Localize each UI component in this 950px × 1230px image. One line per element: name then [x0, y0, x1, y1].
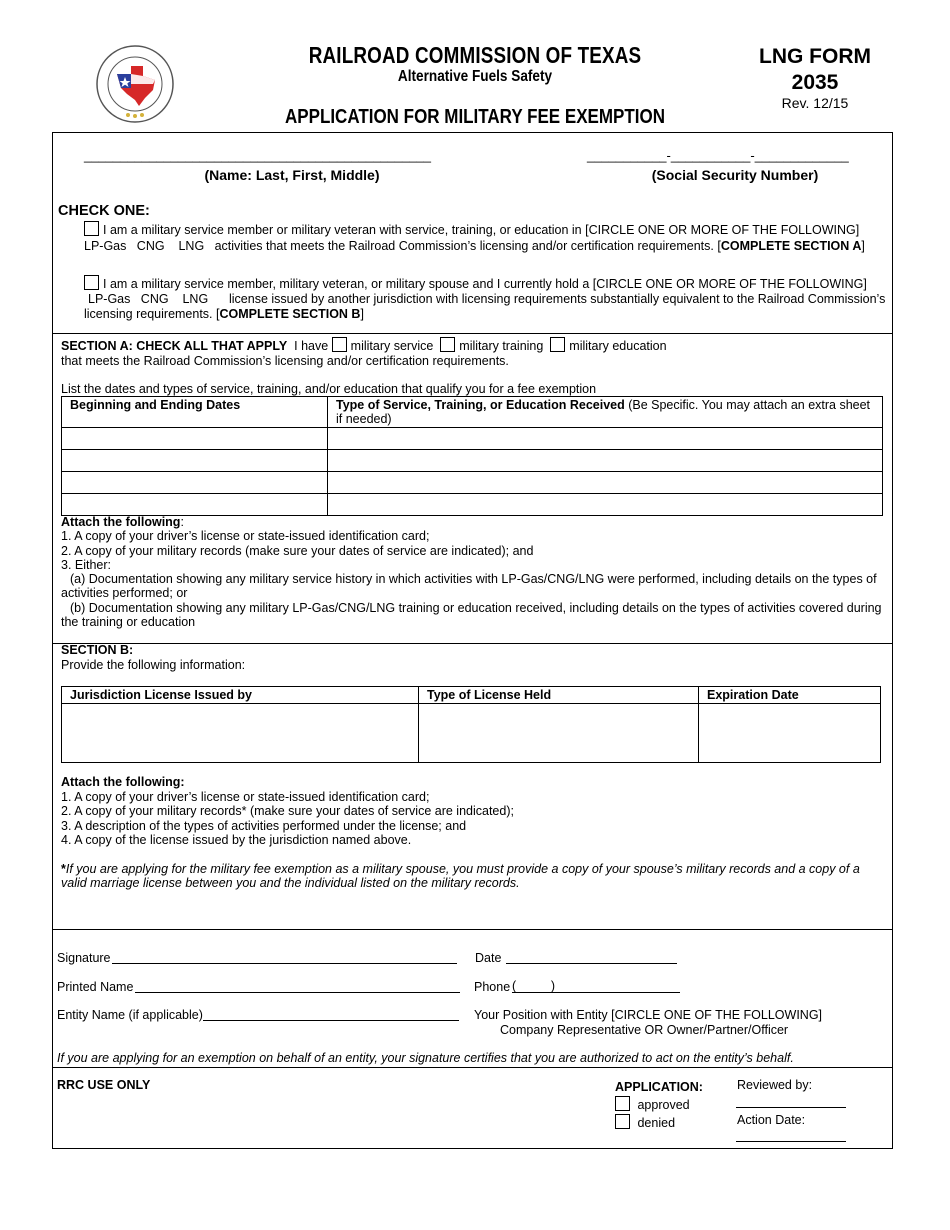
- dates-cell[interactable]: [62, 450, 328, 472]
- phone-field[interactable]: [512, 979, 680, 993]
- action-date-field[interactable]: [736, 1129, 846, 1142]
- section-b-heading: SECTION B:: [61, 643, 134, 657]
- col-license-type: Type of License Held: [419, 687, 699, 704]
- table-row: [62, 494, 883, 516]
- phone-area-code: ( ): [512, 979, 556, 993]
- entity-note: If you are applying for an exemption on behalf of an entity, your signature certifies that you are authorized to act on the entity’s behalf.: [57, 1051, 794, 1065]
- reviewed-by-field[interactable]: [736, 1095, 846, 1108]
- license-table: [61, 686, 881, 763]
- section-a-header: [61, 337, 881, 369]
- rrc-use-heading: RRC USE ONLY: [57, 1078, 151, 1092]
- entity-name-field[interactable]: [203, 1007, 459, 1021]
- col-jurisdiction: Jurisdiction License Issued by: [62, 687, 419, 704]
- type-cell[interactable]: [328, 450, 883, 472]
- printed-name-label: Printed Name: [57, 980, 134, 994]
- spouse-note: If you are applying for the military fee exemption as a military spouse, you must provide a copy of your spouse’s military records and a copy of a valid marriage license between you and the individual listed on the military records.: [61, 861, 860, 890]
- col-dates: Beginning and Ending Dates: [62, 397, 328, 428]
- option-a-checkbox[interactable]: [84, 221, 99, 236]
- list-item: 2. A copy of your military records (make sure your dates of service are indicated); and: [61, 543, 534, 558]
- license-table-header: [62, 687, 881, 704]
- section-a-i-have: I have: [294, 339, 329, 353]
- application-label: APPLICATION:: [615, 1080, 703, 1094]
- list-item: 1. A copy of your driver’s license or state-issued identification card;: [61, 789, 430, 804]
- reviewed-by-label: Reviewed by:: [737, 1078, 813, 1092]
- section-b-header: [61, 643, 245, 673]
- option-b-line2: LP-Gas CNG LNG license issued by another jurisdiction with licensing requirements substantially equivalent to the Railroad Commission’s: [88, 292, 886, 306]
- signature-label: Signature: [57, 951, 111, 965]
- form-id-line2: 2035: [791, 71, 839, 94]
- position-options: Company Representative OR Owner/Partner/Officer: [500, 1022, 789, 1037]
- table-row: [62, 450, 883, 472]
- application-status: [615, 1078, 703, 1132]
- name-blank[interactable]: ________________________________________________: [84, 148, 432, 163]
- section-a-list-intro: List the dates and types of service, training, and/or education that qualify you for a fee exemption: [61, 382, 597, 396]
- service-table: [61, 396, 883, 516]
- position-instructions: Your Position with Entity [CIRCLE ONE OF THE FOLLOWING]: [474, 1008, 823, 1022]
- entity-position: [474, 1008, 822, 1037]
- option-b-close: ]: [360, 307, 364, 321]
- phone-label: Phone: [474, 980, 511, 994]
- type-cell[interactable]: [328, 428, 883, 450]
- date-label: Date: [475, 951, 502, 965]
- option-b-line3: licensing requirements. [: [84, 307, 220, 321]
- dates-cell[interactable]: [62, 494, 328, 516]
- section-b-attach: [61, 775, 861, 891]
- list-item: 2. A copy of your military records* (make sure your dates of service are indicated);: [61, 804, 514, 818]
- military-service-label: military service: [350, 339, 434, 353]
- divider-section-a: [52, 333, 892, 334]
- section-b-attach-heading: Attach the following:: [61, 775, 185, 789]
- org-title: RAILROAD COMMISSION OF TEXAS: [308, 42, 642, 68]
- option-a-line1: I am a military service member or military veteran with service, training, or education in [CIRCLE ONE OR MORE OF THE FOLLOWING]: [103, 223, 860, 237]
- expiration-cell[interactable]: [699, 704, 881, 763]
- list-item: 3. Either:: [61, 557, 112, 572]
- military-training-label: military training: [459, 339, 544, 353]
- table-row: [62, 704, 881, 763]
- type-cell[interactable]: [328, 494, 883, 516]
- list-item: 3. A description of the types of activities performed under the license; and: [61, 818, 467, 833]
- option-b-checkbox[interactable]: [84, 275, 99, 290]
- section-a-attach-heading: Attach the following: [61, 515, 181, 529]
- form-revision: Rev. 12/15: [781, 95, 849, 111]
- section-a-meets: that meets the Railroad Commission’s licensing and/or certification requirements.: [61, 354, 509, 368]
- section-a-heading: SECTION A: CHECK ALL THAT APPLY: [61, 339, 288, 353]
- check-one-heading: CHECK ONE:: [58, 203, 150, 219]
- option-a: [84, 221, 884, 254]
- option-a-line2: LP-Gas CNG LNG activities that meets the Railroad Commission’s licensing and/or certification requirements. [: [84, 239, 721, 253]
- option-b: [84, 275, 894, 322]
- col-type-note: (Be Specific. You may attach an extra sheet if needed): [336, 398, 871, 426]
- divider-rrc: [52, 1067, 892, 1068]
- table-row: [62, 428, 883, 450]
- dates-cell[interactable]: [62, 472, 328, 494]
- list-item: 1. A copy of your driver’s license or state-issued identification card;: [61, 529, 430, 544]
- form-id-line1: LNG FORM: [759, 45, 871, 68]
- license-type-cell[interactable]: [419, 704, 699, 763]
- col-expiration: Expiration Date: [699, 687, 881, 704]
- military-education-checkbox[interactable]: [550, 337, 565, 352]
- printed-name-field[interactable]: [135, 979, 460, 993]
- approved-checkbox[interactable]: [615, 1096, 630, 1111]
- section-b-intro: Provide the following information:: [61, 658, 246, 672]
- military-training-checkbox[interactable]: [440, 337, 455, 352]
- section-a-attach-colon: :: [180, 515, 184, 529]
- ssn-blank[interactable]: ___________-___________-_____________: [587, 148, 849, 163]
- dates-cell[interactable]: [62, 428, 328, 450]
- name-label: (Name: Last, First, Middle): [204, 167, 380, 183]
- rrc-seal-logo: [95, 44, 175, 124]
- signature-field[interactable]: [112, 950, 457, 964]
- list-item: (a) Documentation showing any military service history in which activities with LP-Gas/CNG/LNG were performed, including details on the types of activities performed; or: [61, 572, 877, 601]
- type-cell[interactable]: [328, 472, 883, 494]
- denied-checkbox[interactable]: [615, 1114, 630, 1129]
- service-table-header: [62, 397, 883, 428]
- date-field[interactable]: [506, 950, 677, 964]
- divider-signature: [52, 929, 892, 930]
- option-a-bold: COMPLETE SECTION A: [720, 239, 862, 253]
- col-type-bold: Type of Service, Training, or Education Received: [336, 398, 625, 412]
- section-a-attach: [61, 515, 887, 629]
- list-item: 4. A copy of the license issued by the jurisdiction named above.: [61, 833, 412, 847]
- ssn-label: (Social Security Number): [651, 167, 819, 183]
- approved-label: approved: [637, 1098, 690, 1112]
- option-b-line1: I am a military service member, military veteran, or military spouse and I currently hold a [CIRCLE ONE OR MORE OF THE FOLLOWING]: [103, 277, 867, 291]
- form-title: APPLICATION FOR MILITARY FEE EXEMPTION: [284, 106, 666, 128]
- military-service-checkbox[interactable]: [332, 337, 347, 352]
- list-item: (b) Documentation showing any military LP-Gas/CNG/LNG training or education received, including details on the types of activities covered during the training or education: [61, 600, 882, 630]
- spouse-note-star: *: [61, 861, 66, 876]
- option-a-close: ]: [861, 239, 865, 253]
- military-education-label: military education: [569, 339, 667, 353]
- denied-label: denied: [637, 1116, 676, 1130]
- table-row: [62, 472, 883, 494]
- entity-name-label: Entity Name (if applicable): [57, 1008, 203, 1022]
- col-type: [328, 397, 883, 428]
- form-id: [745, 44, 885, 96]
- option-b-bold: COMPLETE SECTION B: [219, 307, 361, 321]
- action-date-label: Action Date:: [737, 1113, 806, 1127]
- org-subtitle: Alternative Fuels Safety: [397, 68, 553, 85]
- jurisdiction-cell[interactable]: [62, 704, 419, 763]
